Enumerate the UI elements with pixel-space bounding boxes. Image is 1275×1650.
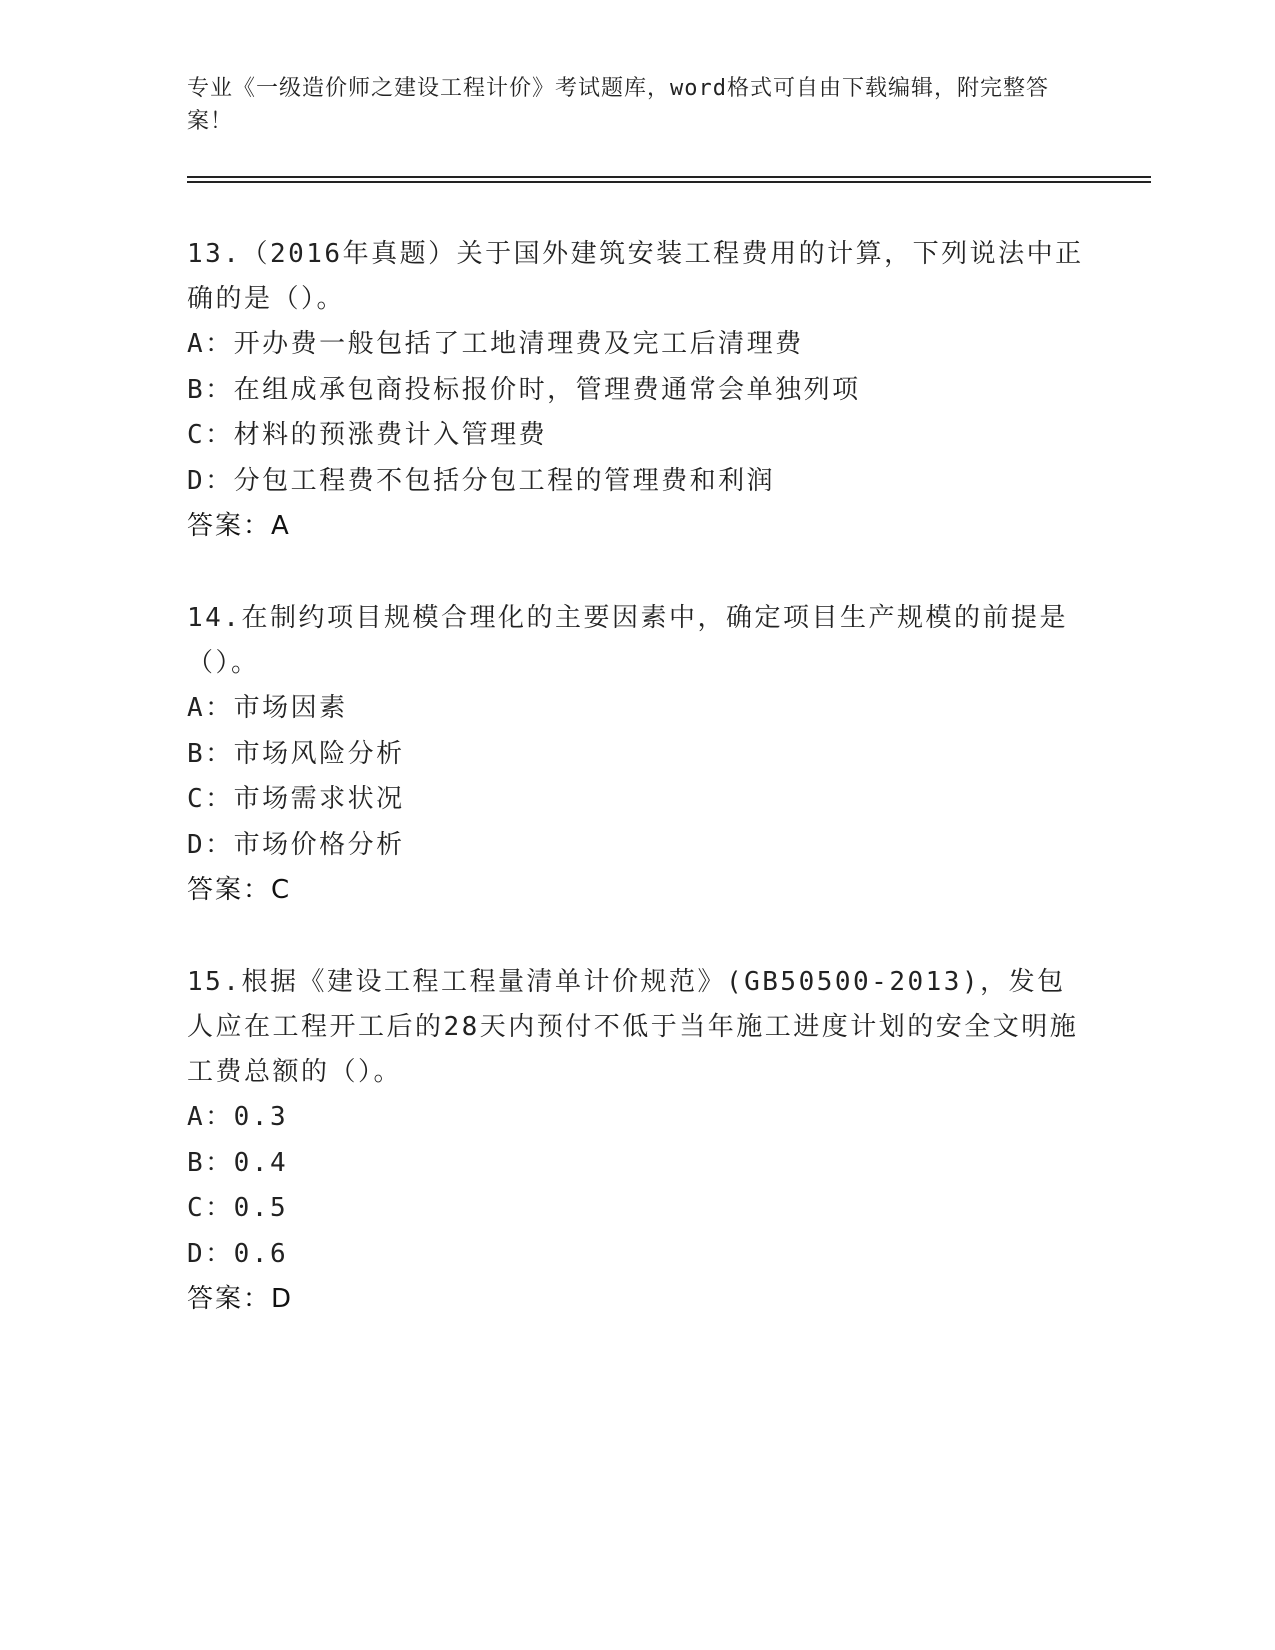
question-stem: 15.根据《建设工程工程量清单计价规范》(GB50500-2013)，发包人应在工程开工后的28天内预付不低于当年施工进度计划的安全文明施工费总额的（）。	[187, 967, 1079, 1087]
header-divider-top	[187, 176, 1151, 178]
question-15	[187, 960, 1087, 1322]
option-d: D：分包工程费不包括分包工程的管理费和利润	[187, 465, 776, 496]
option-a: A：0.3	[187, 1102, 289, 1132]
option-d: D：0.6	[187, 1238, 289, 1269]
option-c: C：市场需求状况	[187, 784, 405, 814]
option-a: A：开办费一般包括了工地清理费及完工后清理费	[187, 329, 804, 359]
option-a: A：市场因素	[187, 693, 348, 723]
header-divider-bottom	[187, 181, 1151, 183]
document-header: 专业《一级造价师之建设工程计价》考试题库，word格式可自由下载编辑，附完整答案！	[187, 76, 1049, 134]
question-13	[187, 232, 1087, 549]
question-14	[187, 596, 1087, 913]
option-d: D：市场价格分析	[187, 829, 405, 860]
option-c: C：材料的预涨费计入管理费	[187, 420, 548, 450]
question-stem: 13.（2016年真题）关于国外建筑安装工程费用的计算，下列说法中正确的是（）。	[187, 239, 1084, 314]
answer-line: 答案：C	[187, 875, 292, 905]
option-b: B：市场风险分析	[187, 738, 405, 769]
answer-line: 答案：A	[187, 511, 291, 541]
option-b: B：在组成承包商投标报价时，管理费通常会单独列项	[187, 374, 861, 405]
answer-line: 答案：D	[187, 1284, 294, 1314]
option-c: C：0.5	[187, 1193, 289, 1223]
option-b: B：0.4	[187, 1147, 289, 1178]
question-stem: 14.在制约项目规模合理化的主要因素中，确定项目生产规模的前提是（）。	[187, 603, 1068, 678]
